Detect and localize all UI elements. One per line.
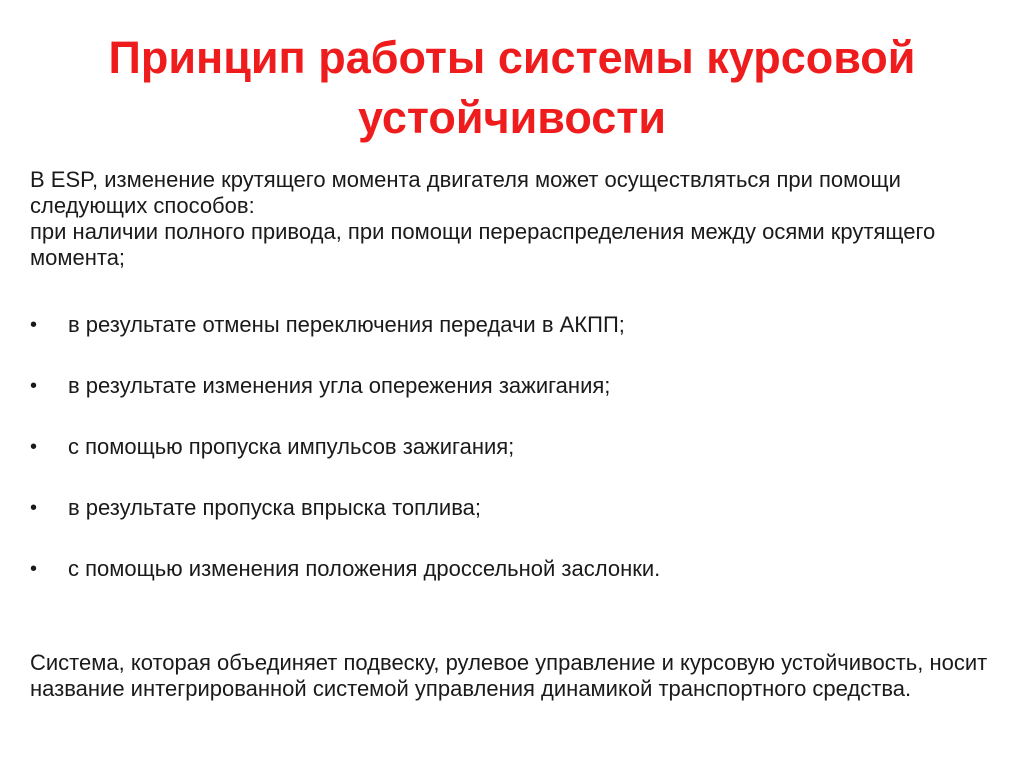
list-item-text: с помощью пропуска импульсов зажигания; — [68, 434, 515, 459]
slide-title: Принцип работы системы курсовой устойчивости — [108, 32, 916, 143]
summary-text: Система, которая объединяет подвеску, рулевое управление и курсовую устойчивость, носит название интегрированной системой управления динамикой транспортного средства. — [30, 650, 988, 701]
list-item-text: в результате пропуска впрыска топлива; — [68, 495, 481, 520]
list-item — [30, 432, 1000, 493]
bullet-icon: • — [30, 375, 38, 397]
intro-text — [30, 167, 1000, 271]
intro-line-1: В ESP, изменение крутящего момента двигателя может осуществляться при помощи следующих способов: — [30, 167, 901, 218]
list-item-text: с помощью изменения положения дроссельной заслонки. — [68, 556, 661, 581]
methods-list — [30, 310, 1000, 615]
list-item-text: в результате отмены переключения передачи в АКПП; — [68, 312, 625, 337]
bullet-icon: • — [30, 497, 38, 519]
list-item — [30, 371, 1000, 432]
list-item — [30, 493, 1000, 554]
bullet-icon: • — [30, 436, 38, 458]
intro-line-2: при наличии полного привода, при помощи перераспределения между осями крутящего момента; — [30, 219, 936, 270]
bullet-icon: • — [30, 558, 38, 580]
list-item-text: в результате изменения угла опережения зажигания; — [68, 373, 611, 398]
list-item — [30, 310, 1000, 371]
bullet-icon: • — [30, 314, 38, 336]
list-item — [30, 554, 1000, 615]
